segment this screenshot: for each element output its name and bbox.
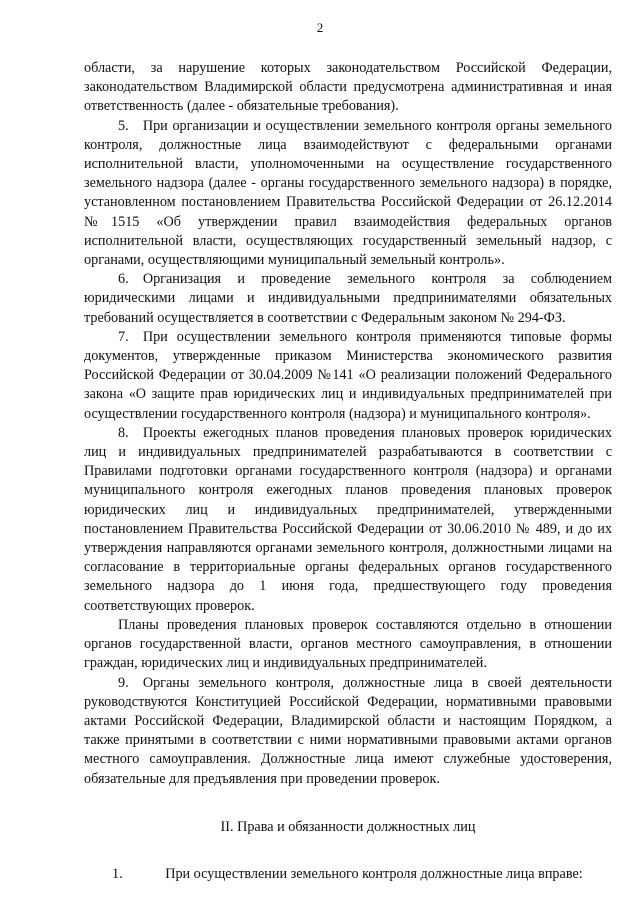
- paragraph-item-7: 7. При осуществлении земельного контроля применяются типовые формы документов, утвержденные приказом Министерства экономического развития Российской Федерации от 30.04.2009 №141 «О реализации положений Федерального закона «О защите прав юридических лиц и индивидуальных предпринимателей при осуществлении государственного контроля (надзора) и муниципального контроля».: [84, 328, 612, 422]
- paragraph-item-6: 6. Организация и проведение земельного контроля за соблюдением юридическими лицами и индивидуальными предпринимателями обязательных требований осуществляется в соответствии с Федеральным законом № 294-ФЗ.: [84, 271, 612, 326]
- paragraph-item-5: 5. При организации и осуществлении земельного контроля органы земельного контроля, должностные лица взаимодействуют с федеральными органами исполнительной власти, уполномоченными на осуществление государственного земельного надзора (далее - органы государственного земельного надзора) в порядке, установленном постановлением Правительства Российской Федерации от 26.12.2014 №1515 «Об утверждении правил взаимодействия федеральных органов исполнительной власти, осуществляющих государственный земельный надзор, с органами, осуществляющими муниципальный земельный контроль».: [84, 117, 612, 269]
- paragraph-item-8: 8. Проекты ежегодных планов проведения плановых проверок юридических лиц и индивидуальных предпринимателей разрабатываются в соответствии с Правилами подготовки органами государственного контроля (надзора) и органами муниципального контроля ежегодных планов проведения плановых проверок юридических лиц и индивидуальных предпринимателей, утвержденными постановлением Правительства Российской Федерации от 30.06.2010 № 489, и до их утверждения направляются органами земельного контроля, должностными лицами на согласование в территориальные органы федеральных органов государственного земельного надзора до 1 июня года, предшествующего году проведения соответствующих проверок.: [84, 424, 612, 614]
- paragraph-continuation: области, за нарушение которых законодательством Российской Федерации, законодательством Владимирской области предусмотрена административная и иная ответственность (далее - обязательные требования).: [84, 60, 612, 115]
- subitem-1: 1. При осуществлении земельного контроля должностные лица вправе:: [112, 865, 583, 882]
- document-body: [84, 59, 612, 884]
- paragraph-plans: Планы проведения плановых проверок составляются отдельно в отношении органов государственной власти, органов местного самоуправления, в отношении граждан, юридических лиц и индивидуальных предпринимателей.: [84, 616, 612, 672]
- section-heading: II. Права и обязанности должностных лиц: [220, 818, 476, 835]
- page-number: 2: [316, 20, 324, 35]
- paragraph-item-9: 9. Органы земельного контроля, должностные лица в своей деятельности руководствуются Конституцией Российской Федерации, нормативными правовыми актами Российской Федерации, Владимирской области и настоящим Порядком, а также принятыми в соответствии с ними нормативными правовыми актами органов местного самоуправления. Должностные лица имеют служебные удостоверения, обязательные для предъявления при проведении проверок.: [84, 674, 612, 787]
